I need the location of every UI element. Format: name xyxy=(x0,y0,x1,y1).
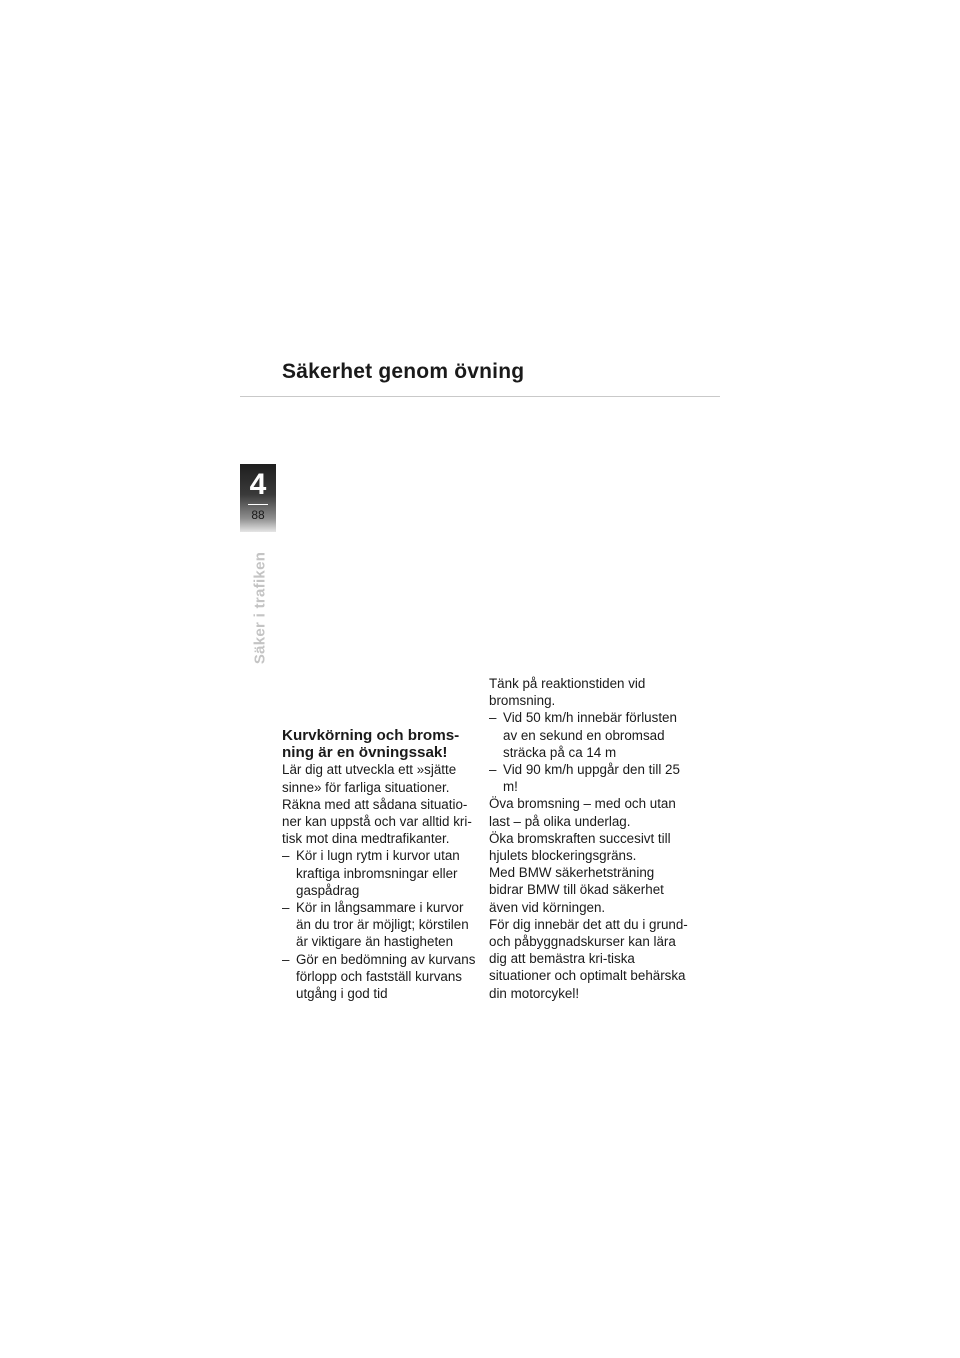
list-item: – Kör in långsammare i kurvor än du tror är möjligt; körstilen är viktigare än hastigheten xyxy=(282,899,482,951)
header-rule xyxy=(240,396,720,397)
chapter-side-label: Säker i trafiken xyxy=(251,551,269,665)
chapter-divider xyxy=(248,504,268,505)
intro-paragraph: Lär dig att utveckla ett »sjätte sinne» för farliga situationer. xyxy=(282,762,457,795)
braking-distance-list xyxy=(489,709,689,795)
section-heading-line-2: ning är en övningssak! xyxy=(282,744,448,762)
right-column xyxy=(489,675,689,1002)
courses-paragraph: För dig innebär det att du i grund- och påbyggnadskurser kan lära dig att bemästra kri-tiska situationer och optimalt behärska din motorcykel! xyxy=(489,916,688,1001)
chapter-tab xyxy=(240,464,276,532)
cornering-tips-list xyxy=(282,847,482,1002)
list-item: – Gör en bedömning av kurvans förlopp och fastställ kurvans utgång i god tid xyxy=(282,951,482,1003)
braking-force-paragraph: Öka bromskraften succesivt till hjulets blockeringsgräns. xyxy=(489,830,671,864)
practice-braking-paragraph: Öva bromsning – med och utan last – på olika underlag. xyxy=(489,796,676,829)
page-title: Säkerhet genom övning xyxy=(282,360,525,383)
list-item: – Vid 50 km/h innebär förlusten av en sekund en obromsad sträcka på ca 14 m xyxy=(489,709,689,761)
safety-training-paragraph: Med BMW säkerhetsträning bidrar BMW till ökad säkerhet även vid körningen. xyxy=(489,865,664,915)
chapter-number: 4 xyxy=(249,468,267,501)
list-item: – Vid 90 km/h uppgår den till 25 m! xyxy=(489,761,689,795)
page-number: 88 xyxy=(251,508,265,522)
left-column xyxy=(282,727,482,1002)
awareness-paragraph: Räkna med att sådana situatio-ner kan uppstå och var alltid kri-tisk mot dina medtrafikanter. xyxy=(282,796,472,847)
reaction-time-paragraph: Tänk på reaktionstiden vid bromsning. xyxy=(489,676,646,709)
list-item: – Kör i lugn rytm i kurvor utan kraftiga inbromsningar eller gaspådrag xyxy=(282,847,482,899)
section-heading xyxy=(282,727,482,761)
section-heading-line-1: Kurvkörning och broms- xyxy=(282,727,460,744)
